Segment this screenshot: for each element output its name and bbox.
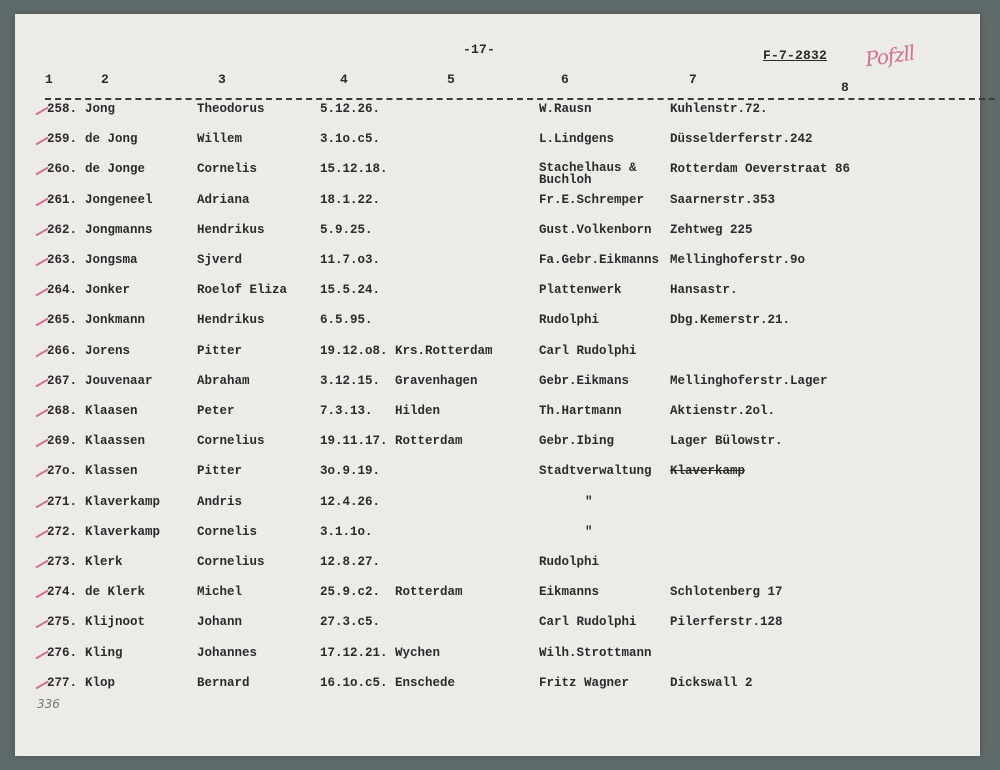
- record-surname: de Jong: [85, 132, 138, 147]
- record-number: 271.: [47, 494, 78, 509]
- reference-number: F-7-2832: [763, 48, 828, 63]
- record-birth-date: 15.12.18.: [320, 162, 388, 177]
- record-address: Lager Bülowstr.: [670, 434, 783, 449]
- record-birth-date: 11.7.o3.: [320, 253, 381, 267]
- record-address: Kuhlenstr.72.: [670, 102, 768, 116]
- record-birth-place: Gravenhagen: [395, 373, 478, 388]
- record-birth-date: 3.12.15.: [320, 373, 381, 388]
- record-birth-date: 12.4.26.: [320, 494, 381, 509]
- record-first-name: Sjverd: [197, 253, 243, 267]
- record-number: 267.: [47, 373, 78, 388]
- record-birth-place: Krs.Rotterdam: [395, 343, 493, 358]
- record-birth-place: Enschede: [395, 675, 456, 690]
- record-first-name: Cornelius: [197, 434, 265, 449]
- record-employer: Plattenwerk: [539, 283, 622, 298]
- record-employer: ": [585, 524, 593, 539]
- record-number: 276.: [47, 645, 78, 660]
- record-employer: Fr.E.Schremper: [539, 192, 645, 207]
- table-row: [15, 495, 980, 523]
- table-row: [15, 223, 980, 251]
- record-birth-date: 5.9.25.: [320, 222, 373, 237]
- record-address: Düsselderferstr.242: [670, 132, 813, 147]
- record-number: 273.: [47, 555, 78, 569]
- record-address: Zehtweg 225: [670, 222, 753, 237]
- record-employer: Gebr.Ibing: [539, 434, 615, 449]
- record-employer: Wilh.Strottmann: [539, 645, 652, 660]
- record-employer: L.Lindgens: [539, 132, 615, 147]
- record-employer: ": [585, 494, 593, 509]
- record-surname: Jonker: [85, 283, 131, 298]
- table-row: [15, 615, 980, 643]
- record-birth-date: 5.12.26.: [320, 102, 381, 116]
- record-birth-date: 19.12.o8.: [320, 343, 388, 358]
- table-row: [15, 102, 980, 130]
- record-first-name: Bernard: [197, 675, 250, 690]
- record-employer: Rudolphi: [539, 555, 600, 569]
- record-first-name: Pitter: [197, 464, 243, 479]
- table-row: [15, 404, 980, 432]
- record-birth-date: 19.11.17.: [320, 434, 388, 449]
- record-birth-date: 3.1o.c5.: [320, 132, 381, 147]
- record-birth-place: Wychen: [395, 645, 441, 660]
- record-surname: Jouvenaar: [85, 373, 153, 388]
- column-number-6: 6: [561, 72, 569, 87]
- record-first-name: Hendrikus: [197, 222, 265, 237]
- record-address: Pilerferstr.128: [670, 615, 783, 630]
- record-number: 261.: [47, 192, 78, 207]
- pencil-note: 336: [37, 697, 60, 711]
- record-surname: de Jonge: [85, 162, 146, 177]
- record-number: 268.: [47, 404, 78, 418]
- record-number: 274.: [47, 585, 78, 600]
- record-surname: Klassen: [85, 464, 138, 479]
- record-birth-place: Rotterdam: [395, 585, 463, 600]
- record-employer: Carl Rudolphi: [539, 343, 637, 358]
- record-number: 272.: [47, 524, 78, 539]
- record-first-name: Abraham: [197, 373, 250, 388]
- record-first-name: Cornelis: [197, 162, 258, 177]
- record-number: 27o.: [47, 464, 78, 479]
- record-number: 277.: [47, 675, 78, 690]
- record-address: Hansastr.: [670, 283, 738, 298]
- record-first-name: Theodorus: [197, 102, 265, 116]
- record-employer: Rudolphi: [539, 313, 600, 328]
- record-first-name: Roelof Eliza: [197, 283, 288, 298]
- record-employer: Stadtverwaltung: [539, 464, 652, 479]
- record-surname: Klaasen: [85, 404, 138, 418]
- record-address: Saarnerstr.353: [670, 192, 776, 207]
- column-number-4: 4: [340, 72, 348, 87]
- record-birth-date: 15.5.24.: [320, 283, 381, 298]
- column-number-3: 3: [218, 72, 226, 87]
- record-first-name: Pitter: [197, 343, 243, 358]
- column-number-8: 8: [841, 80, 849, 95]
- record-employer: Fa.Gebr.Eikmanns: [539, 253, 660, 267]
- record-first-name: Adriana: [197, 192, 250, 207]
- table-row: [15, 162, 980, 190]
- table-row: [15, 555, 980, 583]
- record-number: 259.: [47, 132, 78, 147]
- table-row: [15, 374, 980, 402]
- record-employer: Gebr.Eikmans: [539, 373, 630, 388]
- column-number-5: 5: [447, 72, 455, 87]
- record-address: Schlotenberg 17: [670, 585, 783, 600]
- record-address: Mellinghoferstr.9o: [670, 253, 806, 267]
- record-birth-date: 3.1.1o.: [320, 524, 373, 539]
- record-surname: Jorens: [85, 343, 131, 358]
- record-first-name: Willem: [197, 132, 243, 147]
- table-row: [15, 464, 980, 492]
- table-row: [15, 253, 980, 281]
- column-number-7: 7: [689, 72, 697, 87]
- record-employer: Fritz Wagner: [539, 675, 630, 690]
- record-employer: Stachelhaus & Buchloh: [539, 161, 637, 188]
- record-address: Mellinghoferstr.Lager: [670, 373, 828, 388]
- record-surname: Klaverkamp: [85, 524, 161, 539]
- record-surname: Klop: [85, 675, 116, 690]
- record-surname: Jong: [85, 102, 116, 116]
- record-number: 266.: [47, 343, 78, 358]
- record-birth-place: Rotterdam: [395, 434, 463, 449]
- record-surname: Jongeneel: [85, 192, 153, 207]
- table-row: [15, 313, 980, 341]
- record-number: 26o.: [47, 162, 78, 177]
- record-birth-date: 27.3.c5.: [320, 615, 381, 630]
- record-surname: Jongmanns: [85, 222, 153, 237]
- record-employer: Th.Hartmann: [539, 404, 622, 418]
- table-row: [15, 525, 980, 553]
- record-first-name: Johannes: [197, 645, 258, 660]
- table-row: [15, 283, 980, 311]
- record-employer: W.Rausn: [539, 102, 592, 116]
- record-birth-date: 16.1o.c5.: [320, 675, 388, 690]
- record-surname: Klaverkamp: [85, 494, 161, 509]
- table-row: [15, 676, 980, 704]
- table-row: [15, 193, 980, 221]
- record-birth-date: 17.12.21.: [320, 645, 388, 660]
- table-row: [15, 132, 980, 160]
- record-first-name: Cornelis: [197, 524, 258, 539]
- record-birth-date: 12.8.27.: [320, 555, 381, 569]
- record-first-name: Michel: [197, 585, 243, 600]
- record-address: Rotterdam Oeverstraat 86: [670, 162, 851, 177]
- record-birth-date: 7.3.13.: [320, 404, 373, 418]
- record-address: Dbg.Kemerstr.21.: [670, 313, 791, 328]
- column-number-2: 2: [101, 72, 109, 87]
- table-row: [15, 646, 980, 674]
- document-page: [15, 14, 980, 756]
- record-address: Aktienstr.2ol.: [670, 404, 776, 418]
- table-row: [15, 344, 980, 372]
- record-surname: Jongsma: [85, 253, 138, 267]
- table-row: [15, 434, 980, 462]
- handwritten-note: Pofzll: [863, 40, 916, 72]
- record-birth-place: Hilden: [395, 404, 441, 418]
- record-employer: Eikmanns: [539, 585, 600, 600]
- record-number: 269.: [47, 434, 78, 449]
- record-first-name: Hendrikus: [197, 313, 265, 328]
- record-number: 275.: [47, 615, 78, 630]
- record-number: 264.: [47, 283, 78, 298]
- record-number: 263.: [47, 253, 78, 267]
- record-surname: Klaassen: [85, 434, 146, 449]
- record-first-name: Cornelius: [197, 555, 265, 569]
- record-number: 265.: [47, 313, 78, 328]
- record-birth-date: 3o.9.19.: [320, 464, 381, 479]
- record-surname: Kling: [85, 645, 123, 660]
- record-surname: de Klerk: [85, 585, 146, 600]
- table-row: [15, 585, 980, 613]
- record-number: 262.: [47, 222, 78, 237]
- record-address: Klaverkamp: [670, 464, 746, 479]
- record-employer: Carl Rudolphi: [539, 615, 637, 630]
- record-first-name: Andris: [197, 494, 243, 509]
- record-surname: Klerk: [85, 555, 123, 569]
- record-birth-date: 25.9.c2.: [320, 585, 381, 600]
- record-surname: Jonkmann: [85, 313, 146, 328]
- column-number-1: 1: [45, 72, 53, 87]
- record-surname: Klijnoot: [85, 615, 146, 630]
- header-divider: [45, 98, 995, 100]
- record-birth-date: 18.1.22.: [320, 192, 381, 207]
- record-first-name: Peter: [197, 404, 235, 418]
- page-number: -17-: [463, 42, 496, 57]
- record-employer: Gust.Volkenborn: [539, 222, 652, 237]
- record-first-name: Johann: [197, 615, 243, 630]
- record-address: Dickswall 2: [670, 675, 753, 690]
- record-birth-date: 6.5.95.: [320, 313, 373, 328]
- record-number: 258.: [47, 102, 78, 116]
